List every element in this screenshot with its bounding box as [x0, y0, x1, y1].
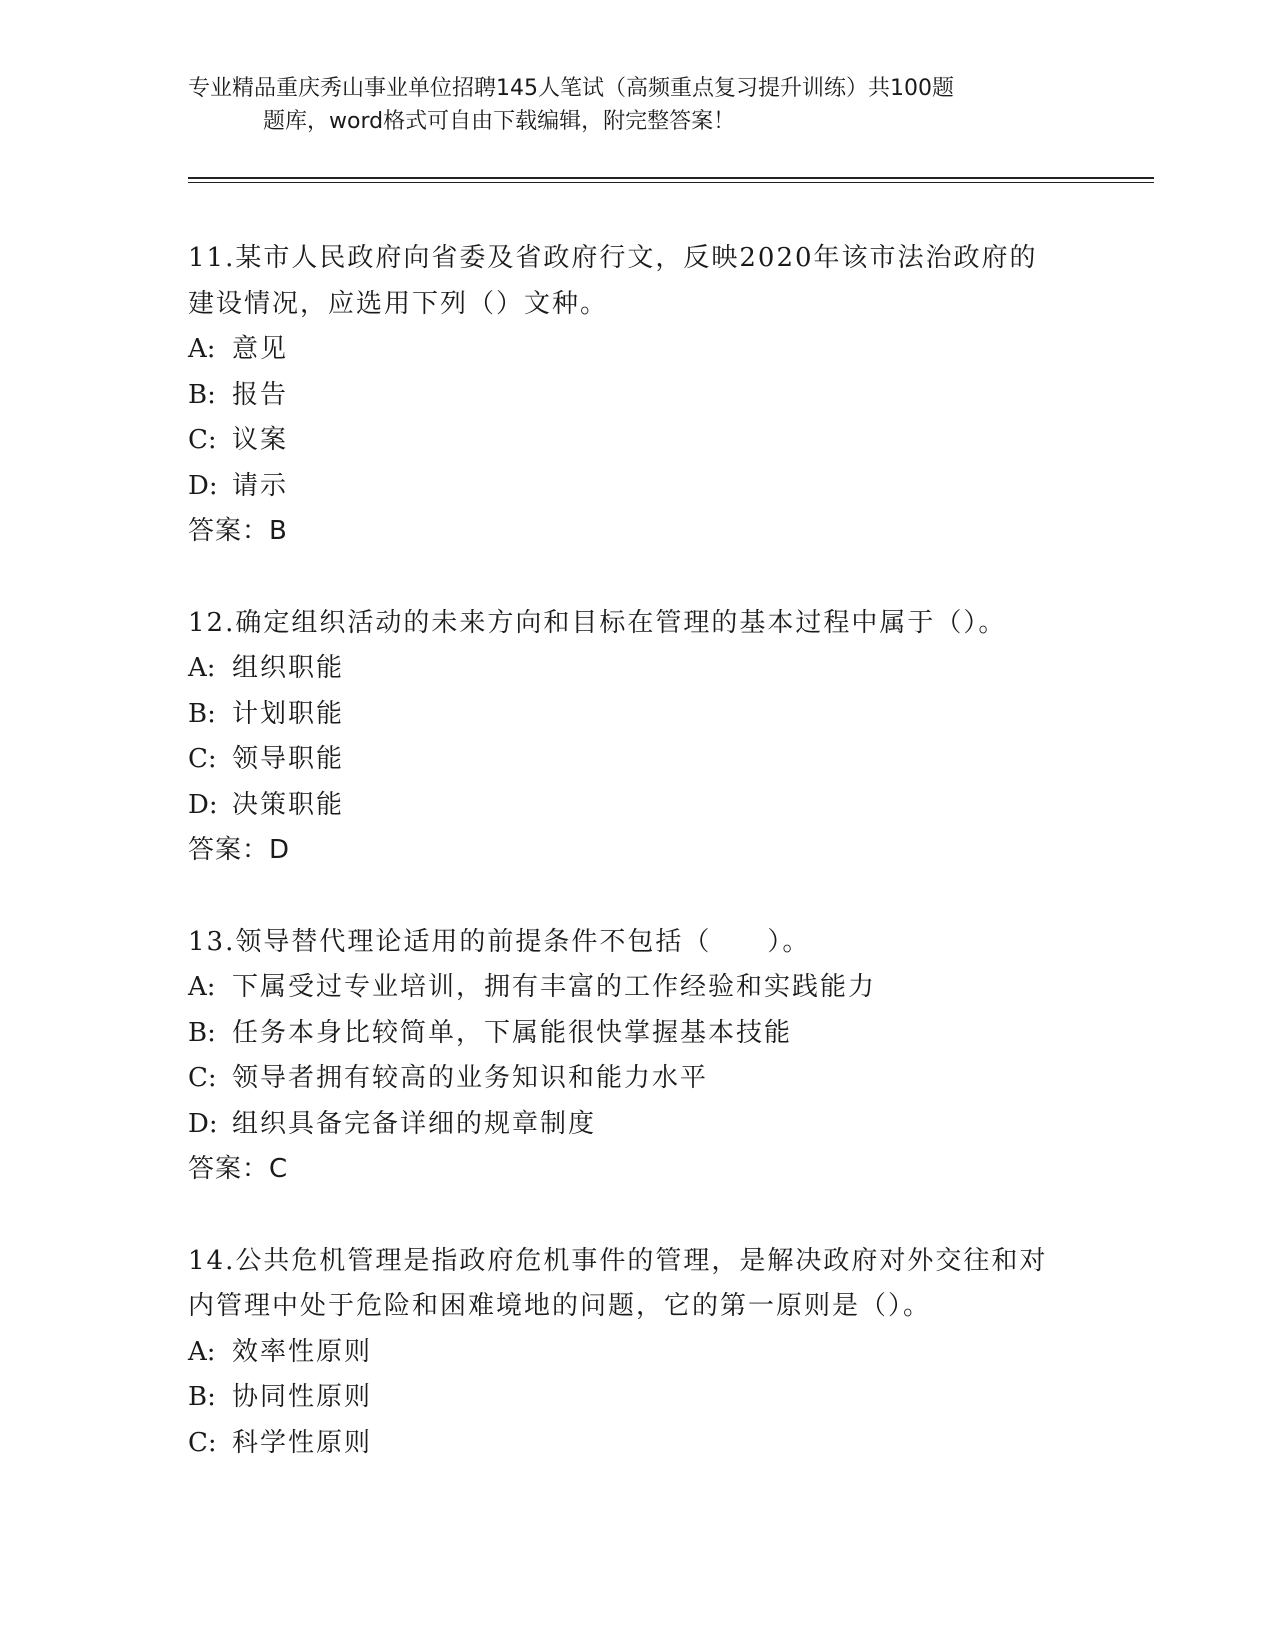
option-b [188, 1375, 1088, 1421]
option-label: C: [188, 744, 217, 774]
option-d [188, 1102, 1088, 1148]
option-text: 意见 [232, 334, 289, 364]
question-text [188, 236, 1088, 282]
option-b [188, 1011, 1088, 1057]
option-a [188, 646, 1088, 692]
header-rule-thin [188, 182, 1154, 183]
option-c [188, 737, 1088, 783]
option-text: 决策职能 [232, 789, 345, 820]
question-12 [188, 601, 1088, 874]
option-label: D: [188, 470, 218, 501]
option-text: 科学性原则 [232, 1427, 373, 1458]
option-label: A: [188, 972, 216, 1002]
option-text: 任务本身比较简单，下属能很快掌握基本技能 [232, 1017, 793, 1048]
option-a [188, 965, 1088, 1011]
question-number: 14. [188, 1245, 236, 1276]
option-text: 领导职能 [232, 744, 345, 774]
option-text: 计划职能 [232, 698, 345, 729]
option-text: 协同性原则 [232, 1382, 373, 1412]
question-text-line-1: 领导替代理论适用的前提条件不包括（ ）。 [235, 926, 811, 957]
question-number: 11. [188, 243, 236, 273]
option-label: A: [188, 334, 216, 364]
option-label: B: [188, 1017, 216, 1048]
option-label: B: [188, 1382, 216, 1412]
option-text: 效率性原则 [232, 1336, 373, 1367]
option-text: 报告 [232, 379, 289, 410]
option-label: C: [188, 1063, 217, 1093]
option-text: 组织职能 [232, 653, 345, 683]
question-text-line-1: 某市人民政府向省委及省政府行文，反映2020年该市法治政府的 [235, 243, 1038, 273]
question-list [188, 236, 1088, 1466]
option-d [188, 464, 1088, 510]
question-14 [188, 1239, 1088, 1467]
question-number: 13. [188, 926, 236, 957]
option-b [188, 692, 1088, 738]
option-text: 议案 [232, 425, 289, 455]
option-a [188, 1330, 1088, 1376]
option-label: C: [188, 1427, 217, 1458]
answer: 答案：D [188, 835, 291, 865]
option-text: 领导者拥有较高的业务知识和能力水平 [232, 1063, 709, 1093]
question-text [188, 601, 1088, 647]
header-rule-thick [188, 177, 1154, 179]
question-text [188, 1239, 1088, 1285]
option-a [188, 327, 1088, 373]
document-header [188, 72, 1088, 138]
option-text: 组织具备完备详细的规章制度 [232, 1108, 597, 1139]
option-c [188, 418, 1088, 464]
question-number: 12. [188, 607, 236, 638]
answer: 答案：C [188, 1154, 289, 1184]
header-title-line-1: 专业精品重庆秀山事业单位招聘145人笔试（高频重点复习提升训练）共100题 [188, 76, 954, 101]
option-label: C: [188, 425, 217, 455]
option-c [188, 1056, 1088, 1102]
answer: 答案：B [188, 516, 288, 546]
question-text-line-1: 确定组织活动的未来方向和目标在管理的基本过程中属于（）。 [235, 607, 1007, 638]
option-label: D: [188, 789, 218, 820]
question-text-line-2: 建设情况，应选用下列（）文种。 [188, 288, 609, 319]
option-label: B: [188, 379, 216, 410]
question-13 [188, 920, 1088, 1193]
option-label: D: [188, 1108, 218, 1139]
header-title-line-2: 题库，word格式可自由下载编辑，附完整答案！ [263, 109, 736, 134]
question-11 [188, 236, 1088, 555]
option-label: A: [188, 1336, 216, 1367]
option-label: B: [188, 698, 216, 729]
option-text: 下属受过专业培训，拥有丰富的工作经验和实践能力 [232, 972, 877, 1002]
option-b [188, 373, 1088, 419]
question-text-line-1: 公共危机管理是指政府危机事件的管理，是解决政府对外交往和对 [235, 1245, 1048, 1276]
option-d [188, 783, 1088, 829]
option-text: 请示 [232, 470, 289, 501]
question-text-line-2: 内管理中处于危险和困难境地的问题，它的第一原则是（）。 [188, 1291, 932, 1321]
question-text [188, 920, 1088, 966]
option-c [188, 1421, 1088, 1467]
option-label: A: [188, 653, 216, 683]
